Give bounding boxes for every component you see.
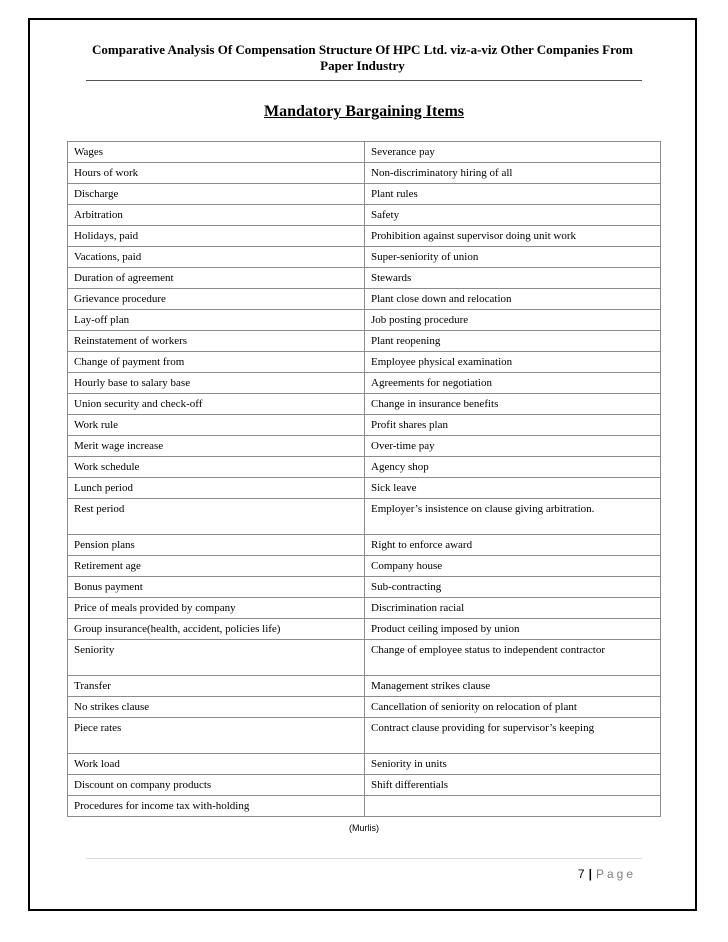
table-row	[68, 163, 661, 184]
table-cell-right: Seniority in units	[365, 754, 661, 775]
table-cell-left: Retirement age	[68, 556, 365, 577]
table-cell-right: Prohibition against supervisor doing unit work	[365, 226, 661, 247]
table-row	[68, 373, 661, 394]
table-cell-left: No strikes clause	[68, 697, 365, 718]
table-cell-right: Sick leave	[365, 478, 661, 499]
table-cell-right: Product ceiling imposed by union	[365, 619, 661, 640]
table-cell-right: Company house	[365, 556, 661, 577]
table-row	[68, 478, 661, 499]
table-cell-right: Severance pay	[365, 142, 661, 163]
table-cell-right: Plant rules	[365, 184, 661, 205]
table-cell-left: Pension plans	[68, 535, 365, 556]
table-row	[68, 268, 661, 289]
table-row	[68, 697, 661, 718]
source-citation: (Murlis)	[349, 823, 379, 833]
table-cell-left: Vacations, paid	[68, 247, 365, 268]
table-cell-left: Duration of agreement	[68, 268, 365, 289]
table-cell-left: Work load	[68, 754, 365, 775]
document-header	[60, 42, 665, 74]
table-row	[68, 394, 661, 415]
table-row	[68, 331, 661, 352]
table-cell-left: Change of payment from	[68, 352, 365, 373]
table-cell-left: Arbitration	[68, 205, 365, 226]
table-cell-right: Change of employee status to independent contractor	[365, 640, 661, 676]
table-cell-left: Bonus payment	[68, 577, 365, 598]
table-row	[68, 796, 661, 817]
page-number: 7	[577, 867, 586, 881]
table-row	[68, 184, 661, 205]
table-cell-right: Agreements for negotiation	[365, 373, 661, 394]
table-cell-left: Grievance procedure	[68, 289, 365, 310]
table-cell-left: Lunch period	[68, 478, 365, 499]
table-cell-left: Lay-off plan	[68, 310, 365, 331]
table-row	[68, 535, 661, 556]
table-cell-left: Hours of work	[68, 163, 365, 184]
table-row	[68, 142, 661, 163]
page-title: Mandatory Bargaining Items	[264, 103, 464, 120]
table-row	[68, 415, 661, 436]
table-cell-left: Procedures for income tax with-holding	[68, 796, 365, 817]
table-cell-right: Super-seniority of union	[365, 247, 661, 268]
table-row	[68, 205, 661, 226]
table-cell-left: Price of meals provided by company	[68, 598, 365, 619]
table-row	[68, 289, 661, 310]
table-cell-right: Profit shares plan	[365, 415, 661, 436]
table-cell-left: Discount on company products	[68, 775, 365, 796]
table-row	[68, 619, 661, 640]
table-cell-left: Discharge	[68, 184, 365, 205]
table-cell-right: Change in insurance benefits	[365, 394, 661, 415]
table-row	[68, 676, 661, 697]
table-cell-right: Plant close down and relocation	[365, 289, 661, 310]
table-row	[68, 226, 661, 247]
page-separator: |	[588, 867, 593, 881]
table-cell-left: Hourly base to salary base	[68, 373, 365, 394]
table-cell-left: Wages	[68, 142, 365, 163]
table-cell-right: Shift differentials	[365, 775, 661, 796]
table-cell-left: Merit wage increase	[68, 436, 365, 457]
table-body	[68, 142, 661, 817]
table-cell-left: Reinstatement of workers	[68, 331, 365, 352]
table-row	[68, 718, 661, 754]
table-cell-right: Non-discriminatory hiring of all	[365, 163, 661, 184]
table-row	[68, 754, 661, 775]
table-cell-right: Agency shop	[365, 457, 661, 478]
table-cell-right: Discrimination racial	[365, 598, 661, 619]
table-cell-left: Work schedule	[68, 457, 365, 478]
bargaining-items-table	[67, 141, 661, 817]
page-footer	[578, 867, 636, 881]
table-cell-right: Contract clause providing for supervisor’s keeping	[365, 718, 661, 754]
table-row	[68, 310, 661, 331]
footer-divider	[86, 858, 642, 859]
table-row	[68, 556, 661, 577]
table-cell-right: Sub-contracting	[365, 577, 661, 598]
table-cell-right: Plant reopening	[365, 331, 661, 352]
table-row	[68, 775, 661, 796]
table-cell-left: Seniority	[68, 640, 365, 676]
table-cell-right: Cancellation of seniority on relocation of plant	[365, 697, 661, 718]
table-cell-left: Transfer	[68, 676, 365, 697]
table-cell-right: Management strikes clause	[365, 676, 661, 697]
page-label: Page	[595, 867, 636, 881]
table-cell-right: Job posting procedure	[365, 310, 661, 331]
table-row	[68, 247, 661, 268]
table-cell-left: Work rule	[68, 415, 365, 436]
table-row	[68, 598, 661, 619]
table-cell-right: Right to enforce award	[365, 535, 661, 556]
header-line-1: Comparative Analysis Of Compensation Structure Of HPC Ltd. viz-a-viz Other Companies From	[92, 42, 633, 57]
table-cell-right: Employer’s insistence on clause giving arbitration.	[365, 499, 661, 535]
header-divider	[86, 80, 642, 81]
table-cell-right: Over-time pay	[365, 436, 661, 457]
table-row	[68, 352, 661, 373]
table-cell-left: Group insurance(health, accident, policies life)	[68, 619, 365, 640]
table-row	[68, 457, 661, 478]
table-cell-right: Stewards	[365, 268, 661, 289]
header-line-2: Paper Industry	[320, 58, 405, 73]
table-cell-left: Piece rates	[68, 718, 365, 754]
table-cell-left: Holidays, paid	[68, 226, 365, 247]
table-cell-right: Employee physical examination	[365, 352, 661, 373]
table-cell-right: Safety	[365, 205, 661, 226]
table-row	[68, 640, 661, 676]
table-row	[68, 436, 661, 457]
table-row	[68, 499, 661, 535]
table-cell-left: Rest period	[68, 499, 365, 535]
table-cell-right	[365, 796, 661, 817]
table-row	[68, 577, 661, 598]
table-cell-left: Union security and check-off	[68, 394, 365, 415]
